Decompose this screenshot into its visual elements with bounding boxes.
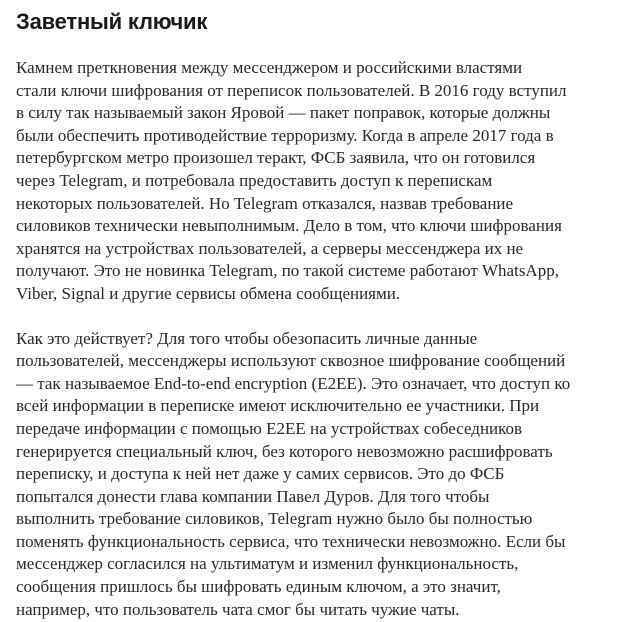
paragraph-line: генерируется специальный ключ, без которого невозможно расшифровать xyxy=(16,441,553,461)
paragraph-line: например, что пользователь чата смог бы читать чужие чаты. xyxy=(16,599,460,619)
paragraph-line: силовиков технически невыполнимым. Дело в том, что ключи шифрования xyxy=(16,216,562,236)
article-paragraph-2 xyxy=(16,328,628,622)
paragraph-line: переписку, и доступа к ней нет даже у самих сервисов. Это до ФСБ xyxy=(16,464,505,484)
paragraph-line: выполнить требование силовиков, Telegram нужно было бы полностью xyxy=(16,509,533,529)
article xyxy=(16,0,628,621)
paragraph-line: Viber, Signal и другие сервисы обмена сообщениями. xyxy=(16,283,401,303)
paragraph-line: сообщения пришлось бы шифровать единым ключом, а это значит, xyxy=(16,577,501,597)
paragraph-line: получают. Это не новинка Telegram, по такой системе работают WhatsApp, xyxy=(16,261,559,281)
paragraph-line: попытался донести глава компании Павел Дуров. Для того чтобы xyxy=(16,486,490,506)
paragraph-line: стали ключи шифрования от переписок пользователей. В 2016 году вступил xyxy=(16,80,567,100)
paragraph-line: в силу так называемый закон Яровой — пакет поправок, которые должны xyxy=(16,103,551,123)
paragraph-line: были обеспечить противодействие терроризму. Когда в апреле 2017 года в xyxy=(16,125,554,145)
paragraph-line: некоторых пользователей. Но Telegram отказался, назвав требование xyxy=(16,193,514,213)
paragraph-line: хранятся на устройствах пользователей, а серверы мессенджера их не xyxy=(16,238,524,258)
paragraph-line: Как это действует? Для того чтобы обезопасить личные данные xyxy=(16,328,478,348)
paragraph-line: всей информации в переписке имеют исключительно ее участники. При xyxy=(16,396,540,416)
paragraph-line: поменять функциональность сервиса, что технически невозможно. Если бы xyxy=(16,531,566,551)
paragraph-line: через Telegram, и потребовала предоставить доступ к перепискам xyxy=(16,170,493,190)
paragraph-line: петербургском метро произошел теракт, ФСБ заявила, что он готовился xyxy=(16,148,536,168)
paragraph-line: — так называемое End-to-end encryption (E2EE). Это означает, что доступ ко xyxy=(16,373,571,393)
article-paragraph-1 xyxy=(16,57,628,306)
paragraph-line: передаче информации с помощью E2EE на устройствах собеседников xyxy=(16,418,523,438)
paragraph-line: мессенджер согласился на ультиматум и изменил функциональность, xyxy=(16,554,519,574)
article-heading: Заветный ключик xyxy=(16,9,208,34)
paragraph-line: Камнем преткновения между мессенджером и российскими властями xyxy=(16,58,523,77)
paragraph-line: пользователей, мессенджеры используют сквозное шифрование сообщений xyxy=(16,351,566,371)
